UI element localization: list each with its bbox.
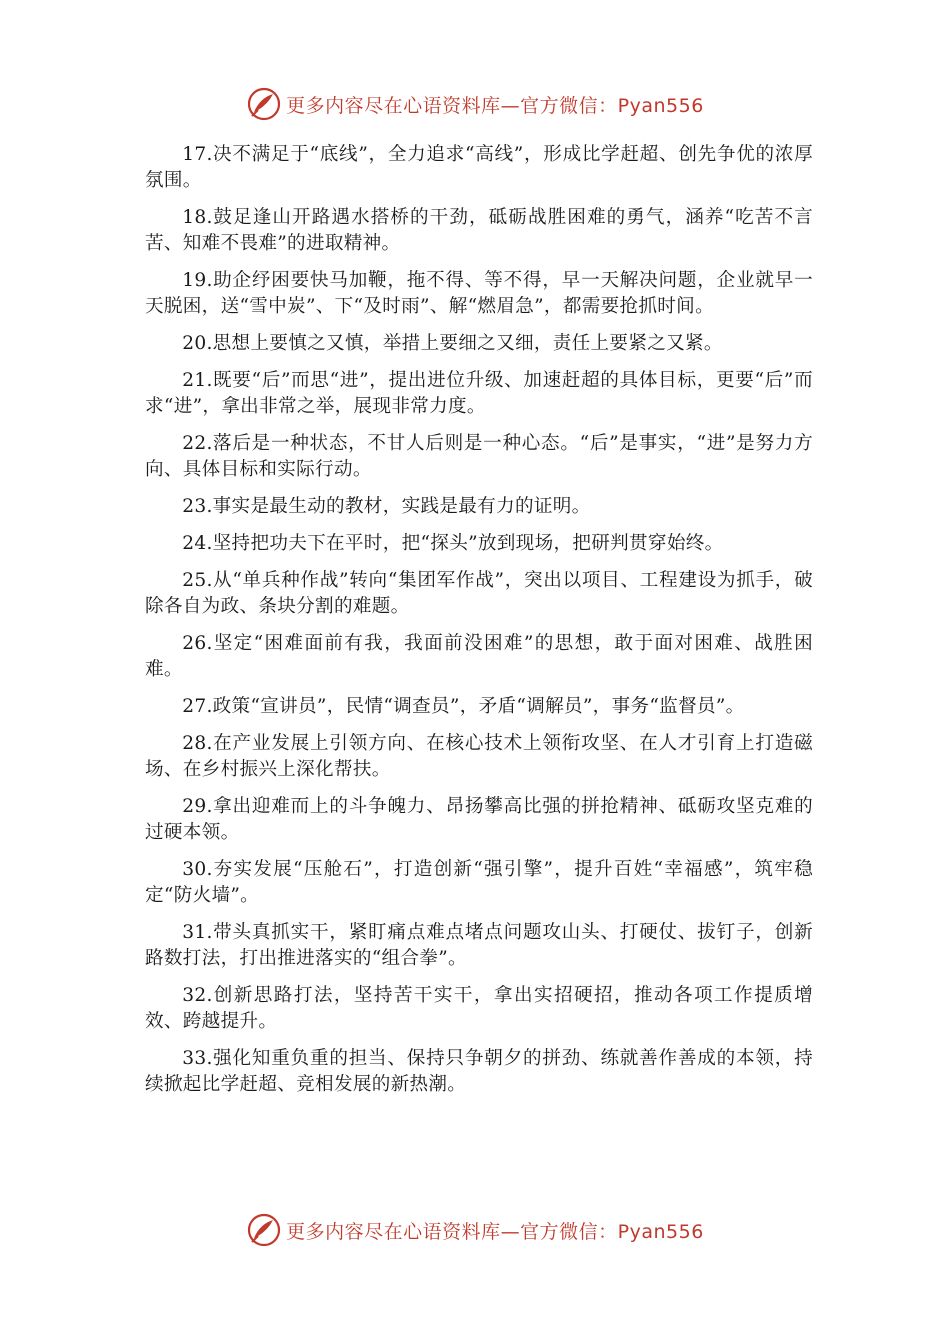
paragraph-18: 18.鼓足逢山开路遇水搭桥的干劲，砥砺战胜困难的勇气，涵养“吃苦不言苦、知难不畏难”的进取精神。 [145,207,813,254]
paragraph-23: 23.事实是最生动的教材，实践是最有力的证明。 [182,496,591,517]
paragraph-31: 31.带头真抓实干，紧盯痛点难点堵点问题攻山头、打硬仗、拔钉子，创新路数打法，打出推进落实的“组合拳”。 [145,922,813,969]
paragraph-21: 21.既要“后”而思“进”，提出进位升级、加速赶超的具体目标，更要“后”而求“进”，拿出非常之举，展现非常力度。 [145,370,813,417]
header-banner-text: 更多内容尽在心语资料库—官方微信：Pyan556 [286,94,704,117]
paragraph-20: 20.思想上要慎之又慎，举措上要细之又细，责任上要紧之又紧。 [182,333,723,354]
paragraph-29: 29.拿出迎难而上的斗争魄力、昂扬攀高比强的拼抢精神、砥砺攻坚克难的过硬本领。 [145,796,813,843]
paragraph-26: 26.坚定“困难面前有我，我面前没困难”的思想，敢于面对困难、战胜困难。 [145,633,813,680]
paragraph-19: 19.助企纾困要快马加鞭，拖不得、等不得，早一天解决问题，企业就早一天脱困，送“雪中炭”、下“及时雨”、解“燃眉急”，都需要抢抓时间。 [145,270,813,317]
paragraph-17: 17.决不满足于“底线”，全力追求“高线”，形成比学赶超、创先争优的浓厚氛围。 [145,144,813,191]
paragraph-30: 30.夯实发展“压舱石”，打造创新“强引擎”，提升百姓“幸福感”，筑牢稳定“防火墙”。 [145,859,813,906]
pen-logo-icon [246,86,282,122]
document-body [145,142,813,1109]
header-banner [0,82,950,126]
paragraph-25: 25.从“单兵种作战”转向“集团军作战”，突出以项目、工程建设为抓手，破除各自为政、条块分割的难题。 [145,570,813,617]
paragraph-27: 27.政策“宣讲员”，民情“调查员”，矛盾“调解员”，事务“监督员”。 [182,696,745,717]
paragraph-33: 33.强化知重负重的担当、保持只争朝夕的拼劲、练就善作善成的本领，持续掀起比学赶超、竞相发展的新热潮。 [145,1048,813,1095]
paragraph-22: 22.落后是一种状态，不甘人后则是一种心态。“后”是事实，“进”是努力方向、具体目标和实际行动。 [145,433,813,480]
paragraph-28: 28.在产业发展上引领方向、在核心技术上领衔攻坚、在人才引育上打造磁场、在乡村振兴上深化帮扶。 [145,733,813,780]
footer-banner-text: 更多内容尽在心语资料库—官方微信：Pyan556 [286,1220,704,1243]
paragraph-24: 24.坚持把功夫下在平时，把“探头”放到现场，把研判贯穿始终。 [182,533,724,554]
footer-banner [0,1208,950,1252]
paragraph-32: 32.创新思路打法，坚持苦干实干，拿出实招硬招，推动各项工作提质增效、跨越提升。 [145,985,813,1032]
pen-logo-icon [246,1212,282,1248]
